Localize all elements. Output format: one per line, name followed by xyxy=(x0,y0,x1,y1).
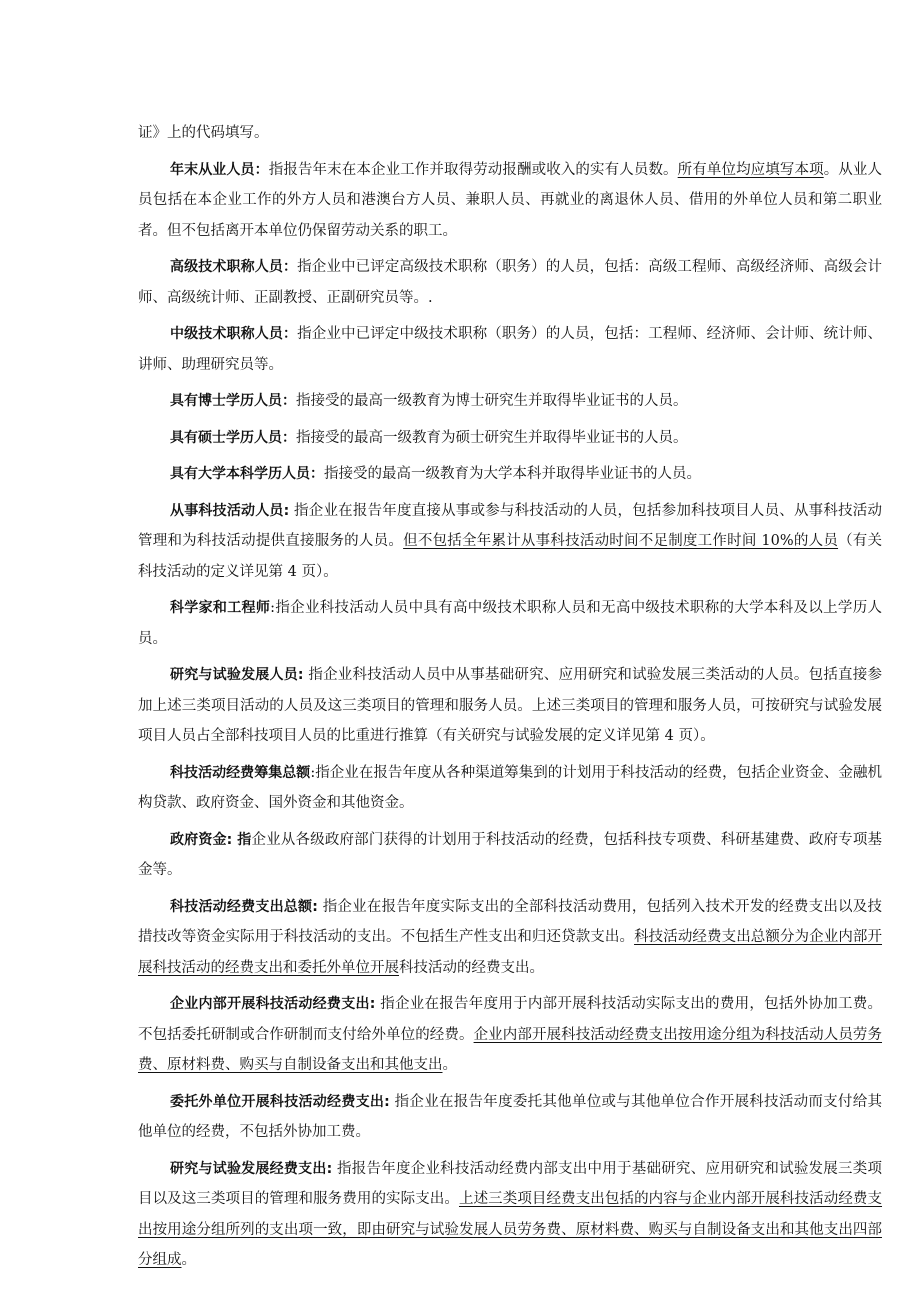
definition-term: 科学家和工程师 xyxy=(170,600,271,616)
definition-term: 政府资金: 指 xyxy=(170,831,252,848)
definition-text: 指报告年末在本企业工作并取得劳动报酬或收入的实有人员数。 xyxy=(268,161,678,178)
underlined-text: 上述三类项目经费支出包括的内容与企业内部开展科技活动经费支出按用途分组所列的支出项一致，即由研究与试验发展人员劳务费、原材料费、购买与自制设备支出和其他支出四部分组成 xyxy=(138,1191,883,1268)
definition-term: 科技活动经费支出总额: xyxy=(170,898,318,915)
definition-mid-title-staff xyxy=(138,319,882,380)
definition-funds-raised xyxy=(138,758,882,819)
definition-rd-staff xyxy=(138,660,882,752)
definition-text: :指企业在报告年度从各种渠道筹集到的计划用于科技活动的经费，包括企业资金、金融机构贷款、政府资金、国外资金和其他资金。 xyxy=(138,764,882,811)
definition-employees-year-end xyxy=(138,155,882,247)
definition-text: 指企业中已评定高级技术职称（职务）的人员，包括：高级工程师、高级经济师、高级会计师、高级统计师、正副教授、正副研究员等。. xyxy=(138,259,882,306)
definition-term: 从事科技活动人员: xyxy=(170,502,290,519)
definition-term: 研究与试验发展人员: xyxy=(170,667,304,683)
definition-text: 指企业在报告年度直接从事或参与科技活动的人员，包括参加科技项目人员、从事科技活动管理和为科技活动提供直接服务的人员。 xyxy=(138,502,882,549)
definition-text: 指企业在报告年度实际支出的全部科技活动费用，包括列入技术开发的经费支出以及技措技改等资金实际用于科技活动的支出。不包括生产性支出和归还贷款支出。 xyxy=(138,898,883,945)
definition-term: 年末从业人员： xyxy=(170,161,269,178)
definition-government-funds xyxy=(138,825,882,886)
definition-scientists-engineers xyxy=(138,593,882,654)
definition-bachelor-staff xyxy=(138,459,882,490)
underlined-text: 所有单位均应填写本项 xyxy=(677,161,824,178)
definition-term: 具有大学本科学历人员： xyxy=(170,466,324,482)
definition-text: 。 xyxy=(442,1057,457,1073)
paragraph-text: 证》上的代码填写。 xyxy=(138,125,269,141)
definition-term: 中级技术职称人员： xyxy=(170,326,298,342)
definition-rd-expenditure xyxy=(138,1154,882,1276)
definition-term: 具有博士学历人员： xyxy=(170,393,296,409)
underlined-text: 科技活动经费支出总额分为企业内部开展科技活动的经费支出和委托外单位开展 xyxy=(138,929,883,976)
definition-text: 。从业人员包括在本企业工作的外方人员和港澳台方人员、兼职人员、再就业的离退休人员、借用的外单位人员和第二职业者。但不包括离开本单位仍保留劳动关系的职工。 xyxy=(138,161,883,239)
definition-internal-expenditure xyxy=(138,989,882,1081)
definition-term: 企业内部开展科技活动经费支出: xyxy=(170,996,376,1012)
definition-term: 委托外单位开展科技活动经费支出: xyxy=(170,1093,390,1110)
definition-text: 指企业在报告年度委托其他单位或与其他单位合作开展科技活动而支付给其他单位的经费，不包括外协加工费。 xyxy=(138,1093,882,1140)
definition-text: 指企业科技活动人员中从事基础研究、应用研究和试验发展三类活动的人员。包括直接参加上述三类项目活动的人员及这三类项目的管理和服务人员。上述三类项目的管理和服务人员，可按研究与试验发展项目人员占全部科技项目人员的比重进行推算（有关研究与试验发展的定义详见第 4 页）。 xyxy=(138,667,882,744)
underlined-text: 企业内部开展科技活动经费支出按用途分组为科技活动人员劳务费、原材料费、购买与自制设备支出和其他支出 xyxy=(138,1026,883,1073)
definition-text: （有关科技活动的定义详见第 4 页）。 xyxy=(138,533,883,580)
underlined-text: 但不包括全年累计从事科技活动时间不足制度工作时间 10%的人员 xyxy=(403,533,839,549)
definition-masters-staff xyxy=(138,423,882,454)
definition-text: 指接受的最高一级教育为博士研究生并取得毕业证书的人员。 xyxy=(296,393,688,409)
definition-text: 指接受的最高一级教育为大学本科并取得毕业证书的人员。 xyxy=(324,466,701,482)
definition-term: 科技活动经费筹集总额 xyxy=(170,764,311,781)
document-page xyxy=(138,118,882,1282)
definition-doctorate-staff xyxy=(138,386,882,417)
paragraph-continuation xyxy=(138,118,882,149)
definition-sci-tech-staff xyxy=(138,496,882,588)
definition-text: 科技活动的经费支出。 xyxy=(399,959,544,976)
definition-total-expenditure xyxy=(138,892,882,984)
definition-text: :指企业科技活动人员中具有高中级技术职称人员和无高中级技术职称的大学本科及以上学历人员。 xyxy=(138,600,883,647)
definition-senior-title-staff xyxy=(138,252,882,313)
definition-text: 指接受的最高一级教育为硕士研究生并取得毕业证书的人员。 xyxy=(296,429,688,446)
definition-text: 指企业中已评定中级技术职称（职务）的人员，包括：工程师、经济师、会计师、统计师、讲师、助理研究员等。 xyxy=(138,326,882,373)
definition-text: 企业从各级政府部门获得的计划用于科技活动的经费，包括科技专项费、科研基建费、政府专项基金等。 xyxy=(138,831,882,878)
definition-text: 指报告年度企业科技活动经费内部支出中用于基础研究、应用研究和试验发展三类项目以及这三类项目的管理和服务费用的实际支出。 xyxy=(138,1160,882,1207)
definition-outsourced-expenditure xyxy=(138,1087,882,1148)
definition-term: 高级技术职称人员： xyxy=(170,259,298,275)
definition-text: 指企业在报告年度用于内部开展科技活动实际支出的费用，包括外协加工费。不包括委托研制或合作研制而支付给外单位的经费。 xyxy=(138,996,882,1043)
definition-term: 具有硕士学历人员： xyxy=(170,429,296,446)
definition-term: 研究与试验发展经费支出: xyxy=(170,1160,333,1177)
definition-text: 。 xyxy=(181,1252,196,1268)
